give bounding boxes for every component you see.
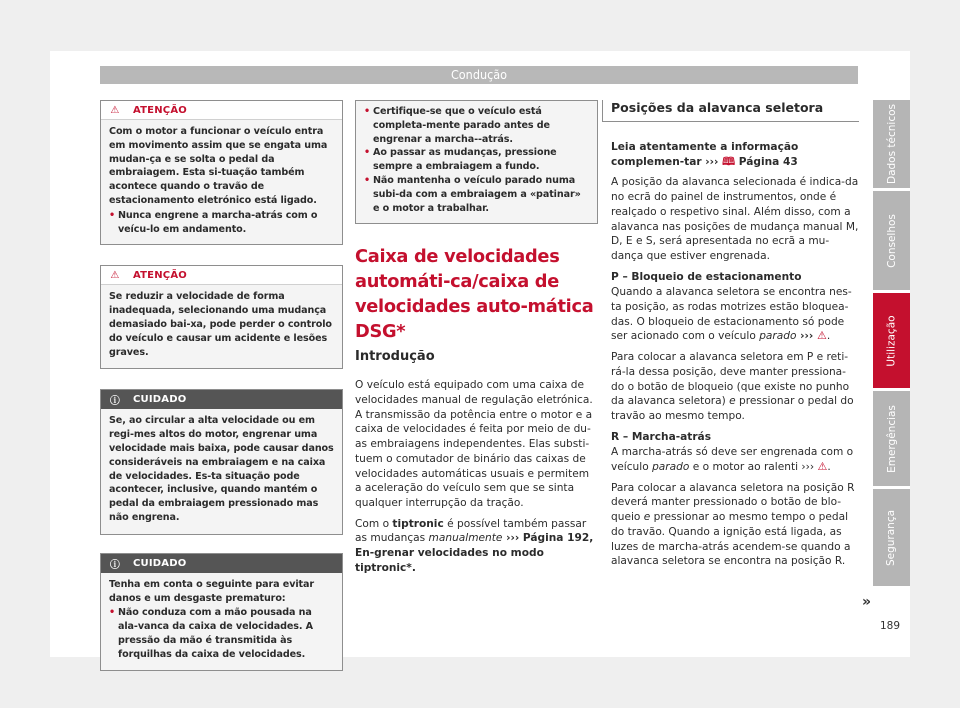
warning-box <box>100 100 343 245</box>
caution-box <box>100 553 343 671</box>
warning-triangle-icon: ⚠ <box>816 329 827 343</box>
caution-text: Tenha em conta o seguinte para evitar danos e um desgaste prematuro: <box>109 578 315 604</box>
warning-label: ATENÇÃO <box>133 104 187 116</box>
section-title: Posições da alavanca seletora <box>602 100 859 122</box>
warning-triangle-icon: ⚠ <box>110 269 120 281</box>
paragraph: Quando a alavanca seletora se encontra nes-ta posição, as rodas motrizes estão bloquea-das. O bloqueio de estacionamento só pode ser acionado com o veículo parado ››› ⚠. <box>611 286 852 343</box>
paragraph: O veículo está equipado com uma caixa de velocidades manual de regulação eletrónica. A transmissão da potência entre o motor e a caixa de velocidades é feita por meio de du-as embraiagens independentes. Elas substi-tuem o comutador de binário das caixas de velocidades automáticas usuais e permitem a aceleração do veículo sem que se sinta qualquer interrupção da tração. <box>355 379 593 509</box>
section-heading: Caixa de velocidades automáti-ca/caixa de velocidades auto-mática DSG* <box>355 246 594 343</box>
warning-box <box>100 265 343 369</box>
list-item: • Não mantenha o veículo parado numa subi-da com a embraiagem a «patinar» e o motor a trabalhar. <box>364 174 581 214</box>
caution-label: CUIDADO <box>133 557 187 569</box>
caution-text: Se, ao circular a alta velocidade ou em regi-mes altos do motor, engrenar uma velocidade mais baixa, pode causar danos consideráveis na embraiagem e na caixa de velocidades. Es-ta situação pode acontecer, inclusive, quando mantém o pedal da embraiagem pressionado mas não engrena. <box>109 415 334 523</box>
subheading-p: P – Bloqueio de estacionamento <box>611 270 802 283</box>
page-number: 189 <box>880 620 901 632</box>
caution-box <box>100 389 343 534</box>
list-item: • Ao passar as mudanças, pressione sempre a embraiagem a fundo. <box>364 147 557 173</box>
paragraph: Com o tiptronic é possível também passar as mudanças manualmente ››› Página 192, En-grenar velocidades no modo tiptronic*. <box>355 517 594 574</box>
warning-triangle-icon: ⚠ <box>110 104 120 116</box>
paragraph: Para colocar a alavanca seletora em P e reti-rá-la dessa posição, deve manter pressiona-do o botão de bloqueio (que existe no punho da alavanca seletora) e pressionar o pedal do travão ao mesmo tempo. <box>611 351 854 422</box>
cross-reference-link[interactable]: ››› Página 192, En-grenar velocidades no modo tiptronic*. <box>355 532 594 574</box>
bullet-icon: • <box>109 607 116 619</box>
chapter-tabs <box>873 100 910 589</box>
bullet-icon: • <box>364 106 371 117</box>
tab-emergencias[interactable]: Emergências <box>873 391 910 486</box>
book-icon: 🕮 <box>722 154 736 168</box>
warning-triangle-icon: ⚠ <box>817 460 828 474</box>
list-item: • Certifique-se que o veículo está completa-mente parado antes de engrenar a marcha--atrás. <box>364 106 550 145</box>
list-item: • Não conduza com a mão pousada na ala-vanca da caixa de velocidades. A pressão da mão é transmitida às forquilhas da caixa de velocidades. <box>109 607 313 660</box>
paragraph: A marcha-atrás só deve ser engrenada com o veículo parado e o motor ao ralenti ››› ⚠. <box>611 446 854 474</box>
column-right <box>611 100 859 575</box>
warning-text: Se reduzir a velocidade de forma inadequada, selecionando uma mudança demasiado bai-xa, pode perder o controlo do veículo e causar um acidente e lesões graves. <box>109 291 332 358</box>
subheading-r: R – Marcha-atrás <box>611 430 712 443</box>
bullet-icon: • <box>109 209 116 221</box>
intro: Leia atentamente a informação complemen-tar ››› 🕮 Página 43 <box>611 141 799 168</box>
tab-conselhos[interactable]: Conselhos <box>873 191 910 290</box>
subheading: Introdução <box>355 349 435 365</box>
info-circle-icon: ⓘ <box>109 396 121 408</box>
list-item: • Nunca engrene a marcha-atrás com o veícu-lo em andamento. <box>109 209 318 235</box>
paragraph: A posição da alavanca selecionada é indica-da no ecrã do painel de instrumentos, onde é realçado o respetivo sinal. Além disso, com a alavanca nas posições de mudança manual M, D, E e S, será apresentada no ecrã a mu-dança que estiver engrenada. <box>611 176 859 262</box>
running-header: Condução <box>100 66 858 84</box>
tab-seguranca[interactable]: Segurança <box>873 489 910 586</box>
warning-label: ATENÇÃO <box>133 269 187 281</box>
continued-marker: » <box>862 594 872 610</box>
column-middle <box>355 100 598 582</box>
warning-continuation-box <box>355 100 598 224</box>
cross-reference-link[interactable]: Página 43 <box>735 155 798 168</box>
tab-utilizacao[interactable]: Utilização <box>873 293 910 388</box>
column-left <box>100 100 343 685</box>
paragraph: Para colocar a alavanca seletora na posição R deverá manter pressionado o botão de blo-queio e pressionar ao mesmo tempo o pedal do travão. Quando a ignição está ligada, as luzes de marcha-atrás acendem-se quando a alavanca seletora se encontra na posição R. <box>611 481 855 568</box>
caution-label: CUIDADO <box>133 394 187 406</box>
warning-text: Com o motor a funcionar o veículo entra em movimento assim que se engata uma mudan-ça e se solta o pedal da embraiagem. Esta si-tuação também acontece quando o travão de estacionamento eletrónico está ligado. <box>109 126 328 206</box>
bullet-icon: • <box>364 174 371 186</box>
info-circle-icon: ⓘ <box>109 559 121 571</box>
tab-dados-tecnicos[interactable]: Dados técnicos <box>873 100 910 188</box>
bullet-icon: • <box>364 147 371 159</box>
